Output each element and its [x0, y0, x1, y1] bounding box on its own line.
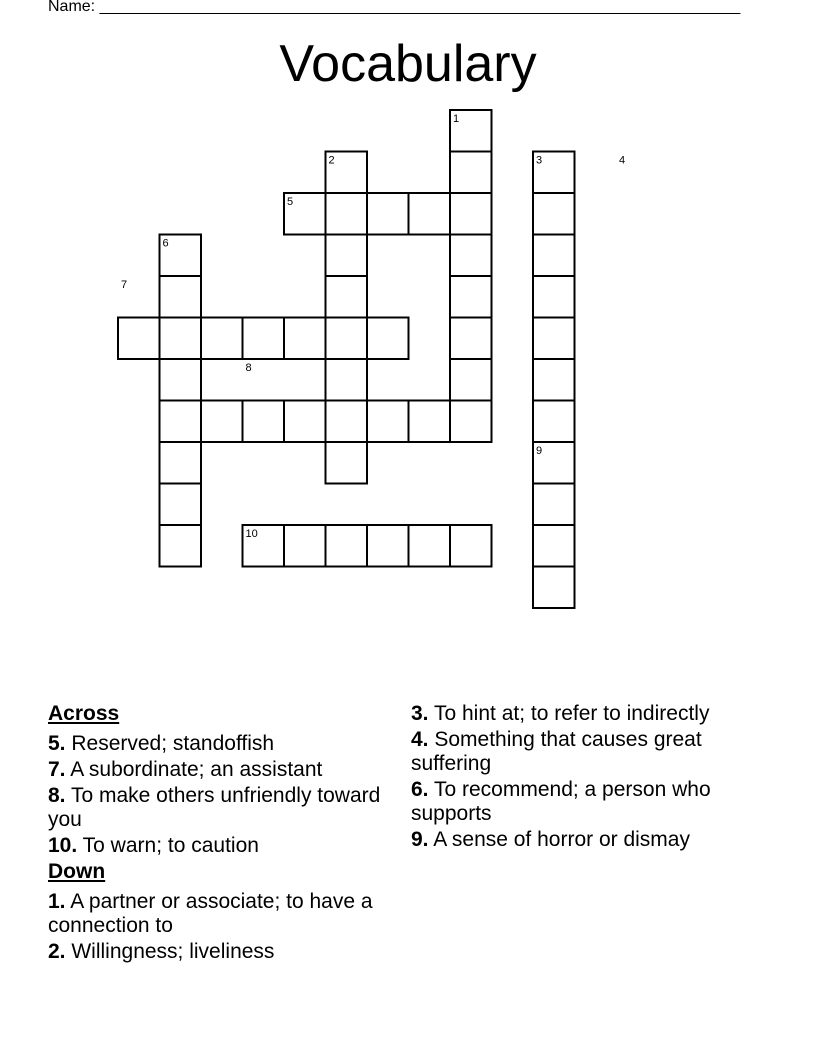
clue-number: 3. — [411, 702, 429, 725]
grid-cell[interactable] — [160, 484, 202, 526]
clue-text: To hint at; to refer to indirectly — [433, 702, 710, 725]
clue-across-8 — [48, 784, 388, 832]
grid-cell[interactable] — [160, 442, 202, 484]
grid-cell[interactable] — [243, 318, 285, 360]
clue-down-9 — [411, 828, 751, 852]
grid-cell[interactable] — [160, 276, 202, 318]
clues-right-column — [411, 702, 751, 854]
clue-number-label: 2 — [328, 154, 335, 167]
clue-text: Reserved; standoffish — [71, 732, 275, 755]
grid-cell[interactable] — [450, 318, 492, 360]
grid-cell[interactable] — [326, 442, 368, 484]
clue-number-label: 5 — [287, 196, 294, 208]
clue-number-label: 1 — [453, 113, 460, 125]
clue-number: 8. — [48, 784, 66, 807]
page-title: Vocabulary — [279, 35, 537, 93]
clue-down-1 — [48, 890, 388, 938]
grid-cell[interactable] — [533, 276, 575, 318]
clue-text: To make others unfriendly toward you — [48, 784, 381, 831]
grid-cell[interactable] — [326, 401, 368, 443]
grid-cell[interactable] — [450, 152, 492, 194]
grid-cell[interactable] — [243, 401, 285, 443]
clue-down-6 — [411, 778, 751, 826]
grid-cell[interactable] — [533, 359, 575, 401]
clue-down-4 — [411, 728, 751, 776]
grid-cell[interactable] — [118, 318, 160, 360]
grid-cell[interactable] — [326, 318, 368, 360]
down-heading: Down — [48, 860, 106, 883]
name-field-label[interactable]: Name: ________________________________________________________________________ — [48, 0, 741, 15]
clue-number-label: 7 — [121, 279, 128, 291]
grid-cell[interactable] — [450, 193, 492, 235]
clue-down-3 — [411, 702, 751, 726]
grid-cell[interactable] — [326, 235, 368, 277]
grid-cell[interactable] — [160, 359, 202, 401]
across-heading: Across — [48, 702, 120, 725]
grid-cell[interactable] — [533, 401, 575, 443]
clues-left-column — [48, 702, 388, 966]
clue-number-label: 4 — [619, 154, 626, 167]
grid-cell[interactable] — [450, 359, 492, 401]
grid-cell[interactable] — [409, 525, 451, 567]
grid-cell[interactable] — [533, 525, 575, 567]
grid-cell[interactable] — [409, 401, 451, 443]
clue-text: Something that causes great suffering — [411, 728, 702, 775]
grid-cell[interactable] — [326, 276, 368, 318]
clue-text: A partner or associate; to have a connection to — [48, 890, 373, 937]
grid-cell[interactable] — [367, 193, 409, 235]
grid-cell[interactable] — [160, 525, 202, 567]
clue-number-label: 9 — [536, 445, 543, 457]
clue-number-label: 8 — [245, 362, 252, 374]
grid-cell[interactable] — [201, 401, 243, 443]
grid-cell[interactable] — [160, 318, 202, 360]
grid-cell[interactable] — [367, 401, 409, 443]
clue-number: 6. — [411, 778, 429, 801]
clue-number: 9. — [411, 828, 429, 851]
clue-number: 5. — [48, 732, 66, 755]
clue-across-7 — [48, 758, 388, 782]
clue-number: 4. — [411, 728, 429, 751]
grid-cell[interactable] — [450, 235, 492, 277]
clue-number-label: 3 — [536, 154, 543, 167]
grid-cell[interactable] — [450, 276, 492, 318]
clue-number: 7. — [48, 758, 66, 781]
grid-cell[interactable] — [533, 193, 575, 235]
clue-text: Willingness; liveliness — [71, 940, 275, 963]
clue-number-label: 10 — [245, 528, 258, 540]
grid-cell[interactable] — [326, 525, 368, 567]
clue-number: 1. — [48, 890, 66, 913]
grid-cell[interactable] — [533, 567, 575, 609]
grid-cell[interactable] — [160, 401, 202, 443]
clue-number: 10. — [48, 834, 78, 857]
grid-cell[interactable] — [326, 359, 368, 401]
grid-cell[interactable] — [450, 401, 492, 443]
grid-cell[interactable] — [284, 525, 326, 567]
grid-cell[interactable] — [533, 235, 575, 277]
clue-text: To recommend; a person who supports — [411, 778, 711, 825]
grid-cell[interactable] — [201, 318, 243, 360]
grid-cell[interactable] — [450, 525, 492, 567]
clue-number-label: 6 — [162, 237, 169, 250]
clue-number: 2. — [48, 940, 66, 963]
grid-cell[interactable] — [533, 484, 575, 526]
clue-across-5 — [48, 732, 388, 756]
clue-across-10 — [48, 834, 388, 858]
grid-cell[interactable] — [367, 525, 409, 567]
grid-cell[interactable] — [284, 401, 326, 443]
grid-cell[interactable] — [367, 318, 409, 360]
clue-text: A sense of horror or dismay — [433, 828, 690, 851]
clue-text: To warn; to caution — [82, 834, 259, 857]
clue-down-2 — [48, 940, 388, 964]
grid-cell[interactable] — [284, 318, 326, 360]
grid-cell[interactable] — [533, 318, 575, 360]
grid-cell[interactable] — [326, 193, 368, 235]
grid-cell[interactable] — [409, 193, 451, 235]
clue-text: A subordinate; an assistant — [70, 758, 323, 781]
